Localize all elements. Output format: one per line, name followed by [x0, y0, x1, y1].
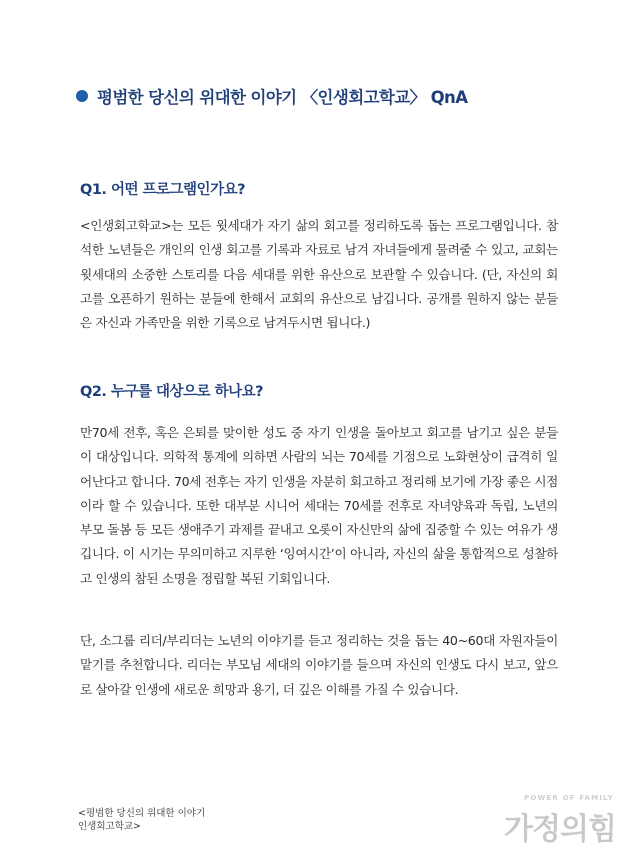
- footer-caption: [78, 807, 205, 833]
- brand-logo-tagline: POWER OF FAMILY: [524, 794, 614, 802]
- brand-logo-name: 가정의힘: [504, 812, 616, 847]
- question-2-answer-paragraph-1: 만70세 전후, 혹은 은퇴를 맞이한 성도 중 자기 인생을 돌아보고 회고를 남기고 싶은 분들이 대상입니다. 의학적 통계에 의하면 사람의 뇌는 70세를 기점으로 노화현상이 급격히 일어난다고 합니다. 70세 전후는 자기 인생을 자분히 회고하고 정리해 보기에 가장 좋은 시점이라 할 수 있습니다. 또한 대부분 시니어 세대는 70세를 전후로 자녀양육과 독립, 노년의 부모 돌봄 등 모든 생애주기 과제를 끝내고 오롯이 자신만의 삶에 집중할 수 있는 여유가 생깁니다. 이 시기는 무의미하고 지루한 ‘잉여시간’이 아니라, 자신의 삶을 통합적으로 성찰하고 인생의 참된 소명을 정립할 복된 기회입니다.: [80, 425, 558, 586]
- question-1-heading: Q1. 어떤 프로그램인가요?: [80, 182, 245, 198]
- brand-logo: [504, 794, 614, 846]
- footer-caption-line-2: 인생회고학교>: [78, 821, 142, 832]
- page-title-text: 평범한 당신의 위대한 이야기 〈인생회고학교〉 QnA: [97, 88, 468, 107]
- footer-caption-line-1: <평범한 당신의 위대한 이야기: [78, 808, 206, 819]
- question-2-answer-paragraph-2: 단, 소그룹 리더/부리더는 노년의 이야기를 듣고 정리하는 것을 돕는 40~60대 자원자들이 맡기를 추천합니다. 리더는 부모님 세대의 이야기를 들으며 자신의 인생도 다시 보고, 앞으로 살아갈 인생에 새로운 희망과 용기, 더 깊은 이해를 가질 수 있습니다.: [80, 633, 558, 697]
- question-2-heading: Q2. 누구를 대상으로 하나요?: [80, 384, 264, 400]
- question-1-answer: <인생회고학교>는 모든 윗세대가 자기 삶의 회고를 정리하도록 돕는 프로그램입니다. 참석한 노년들은 개인의 인생 회고를 기록과 자료로 남겨 자녀들에게 물려줄 수 있고, 교회는 윗세대의 소중한 스토리를 다음 세대를 위한 유산으로 보관할 수 있습니다. (단, 자신의 회고를 오픈하기 원하는 분들에 한해서 교회의 유산으로 남깁니다. 공개를 원하지 않는 분들은 자신과 가족만을 위한 기록으로 남겨두시면 됩니다.): [80, 218, 558, 331]
- page-title: [76, 84, 596, 108]
- bullet-dot-icon: [76, 90, 88, 102]
